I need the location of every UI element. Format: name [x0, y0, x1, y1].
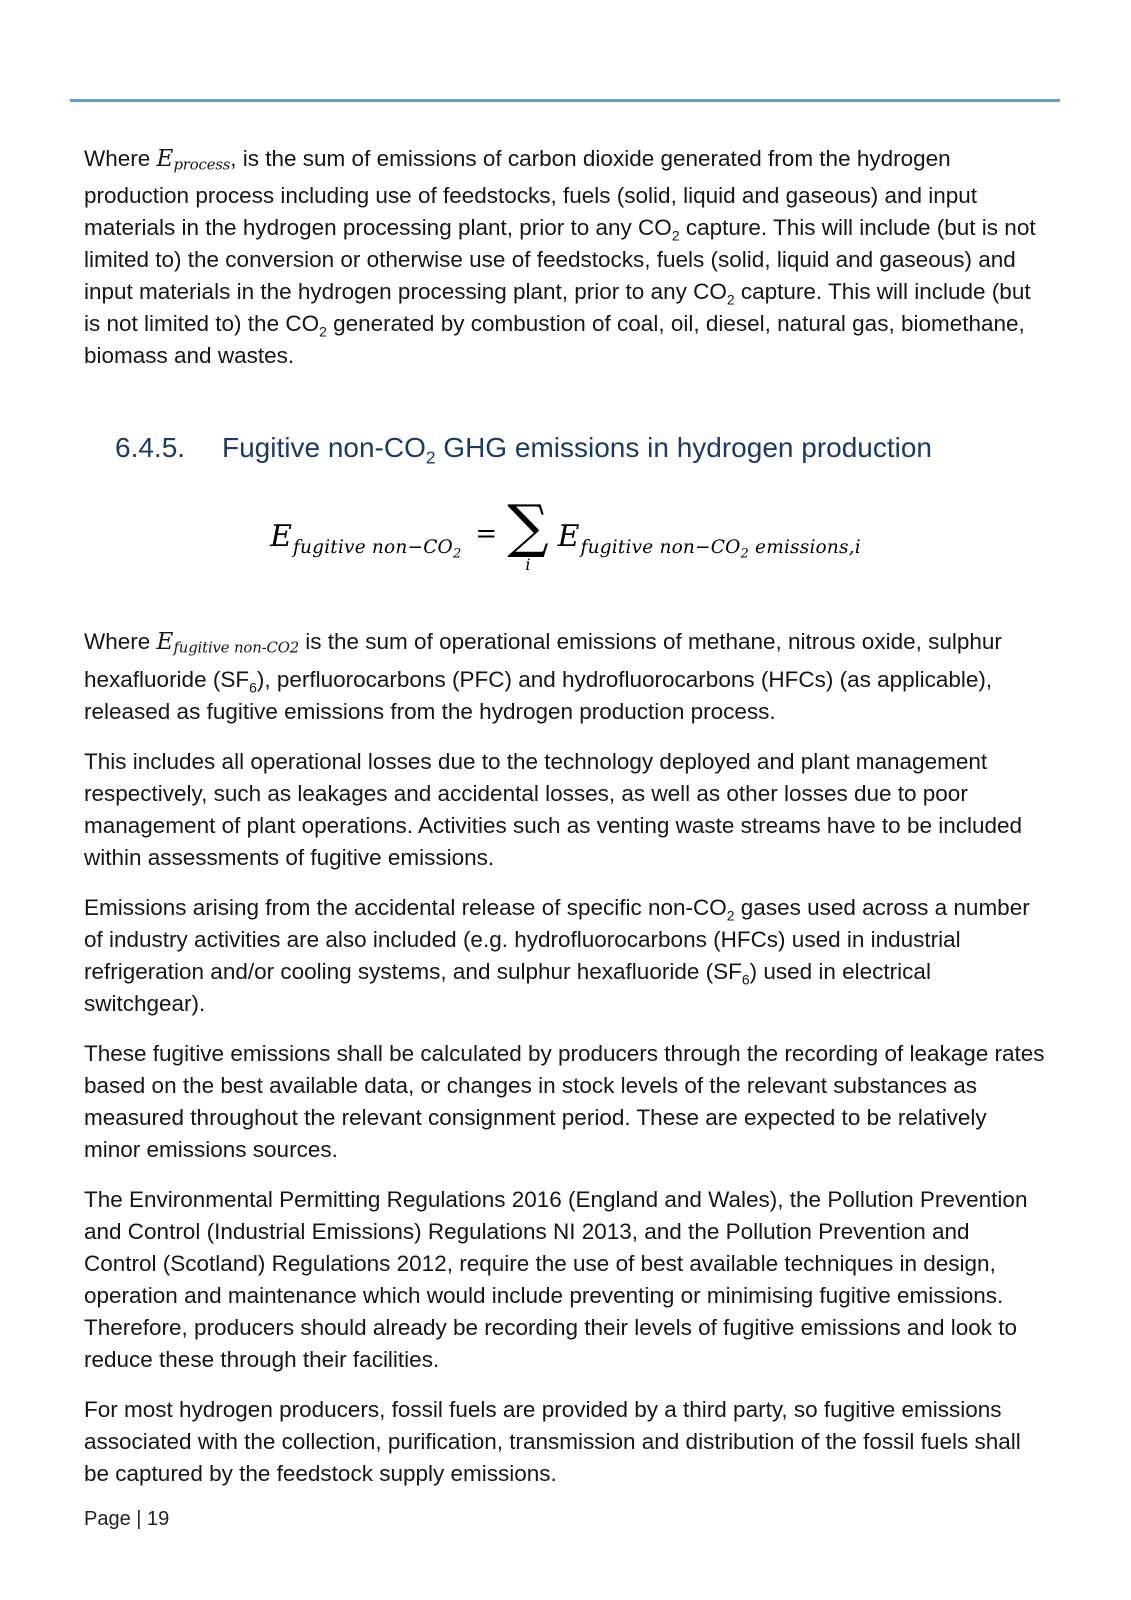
- equation-rhs-variable: E: [557, 519, 580, 555]
- summation-symbol: [507, 492, 549, 575]
- equation-lhs-variable: E: [270, 519, 292, 555]
- paragraph-calculated-by-producers: These fugitive emissions shall be calculated by producers through the recording of leakage rates based on the best available data, or changes in stock levels of the relevant substances as measured throughout the relevant consignment period. These are expected to be relatively minor emissions sources.: [84, 1040, 1045, 1162]
- paragraph-operational-losses: This includes all operational losses due to the technology deployed and plant management respectively, such as leakages and accidental losses, as well as other losses due to poor management of plant operations. Activities such as venting waste streams have to be included within assessments of fugitive emissions.: [84, 748, 1023, 870]
- paragraph-third-party-fuels: For most hydrogen producers, fossil fuels are provided by a third party, so fugitive emissions associated with the collection, purification, transmission and distribution of the fossil fuels shall be captured by the feedstock supply emissions.: [84, 1396, 1021, 1486]
- equation-rhs-subscript: fugitive $non-CO_2$ emissions,i: [580, 537, 861, 562]
- section-heading: [115, 431, 1047, 468]
- page-content: [0, 102, 1131, 1531]
- paragraph-emissions-arising: Emissions arising from the accidental release of specific non-$CO_2$ gases used across a number of industry activities are also included (e.g. hydrofluorocarbons (HFCs) used in industrial refrigeration and/or cooling systems, and sulphur hexafluoride $(SF_6)$ used in electrical switchgear).: [84, 894, 1030, 1016]
- equation-lhs-subscript: fugitive $non-CO_2$: [292, 537, 462, 562]
- equation-rhs: [557, 519, 861, 562]
- page-number: Page | 19: [84, 1507, 170, 1530]
- section-number: 6.4.5.: [115, 432, 186, 464]
- equation-fugitive-emissions: [84, 492, 1047, 575]
- paragraph-where-e-process: Where Eprocess, is the sum of emissions of carbon dioxide generated from the hydrogen production process including use of feedstocks, fuels (solid, liquid and gaseous) and input materials in the hydrogen processing plant, prior to any $CO_2$ capture. This will include (but is not limited to) the conversion or otherwise use of feedstocks, fuels (solid, liquid and gaseous) and input materials in the hydrogen processing plant, prior to any $CO_2$ capture. This will include (but is not limited to) the $CO_2$ generated by combustion of coal, oil, diesel, natural gas, biomethane, biomass and wastes.: [84, 145, 1036, 369]
- section-title: Fugitive non-$CO_2$ GHG emissions in hydrogen production: [222, 432, 932, 468]
- summation-index: i: [525, 555, 531, 575]
- paragraph-where-e-fugitive: Where Efugitive non-CO2 is the sum of operational emissions of methane, nitrous oxide, sulphur hexafluoride $(SF_6)$, perfluorocarbons (PFC) and hydrofluorocarbons (HFCs) (as applicable), released as fugitive emissions from the hydrogen production process.: [84, 628, 1002, 724]
- sigma-icon: ∑: [507, 492, 549, 561]
- equation-lhs: [270, 519, 462, 562]
- equation-equals-sign: =: [475, 518, 498, 549]
- paragraph-regulations: The Environmental Permitting Regulations 2016 (England and Wales), the Pollution Prevention and Control (Industrial Emissions) Regulations NI 2013, and the Pollution Prevention and Control (Scotland) Regulations 2012, require the use of best available techniques in design, operation and maintenance which would include preventing or minimising fugitive emissions. Therefore, producers should already be recording their levels of fugitive emissions and look to reduce these through their facilities.: [84, 1186, 1028, 1372]
